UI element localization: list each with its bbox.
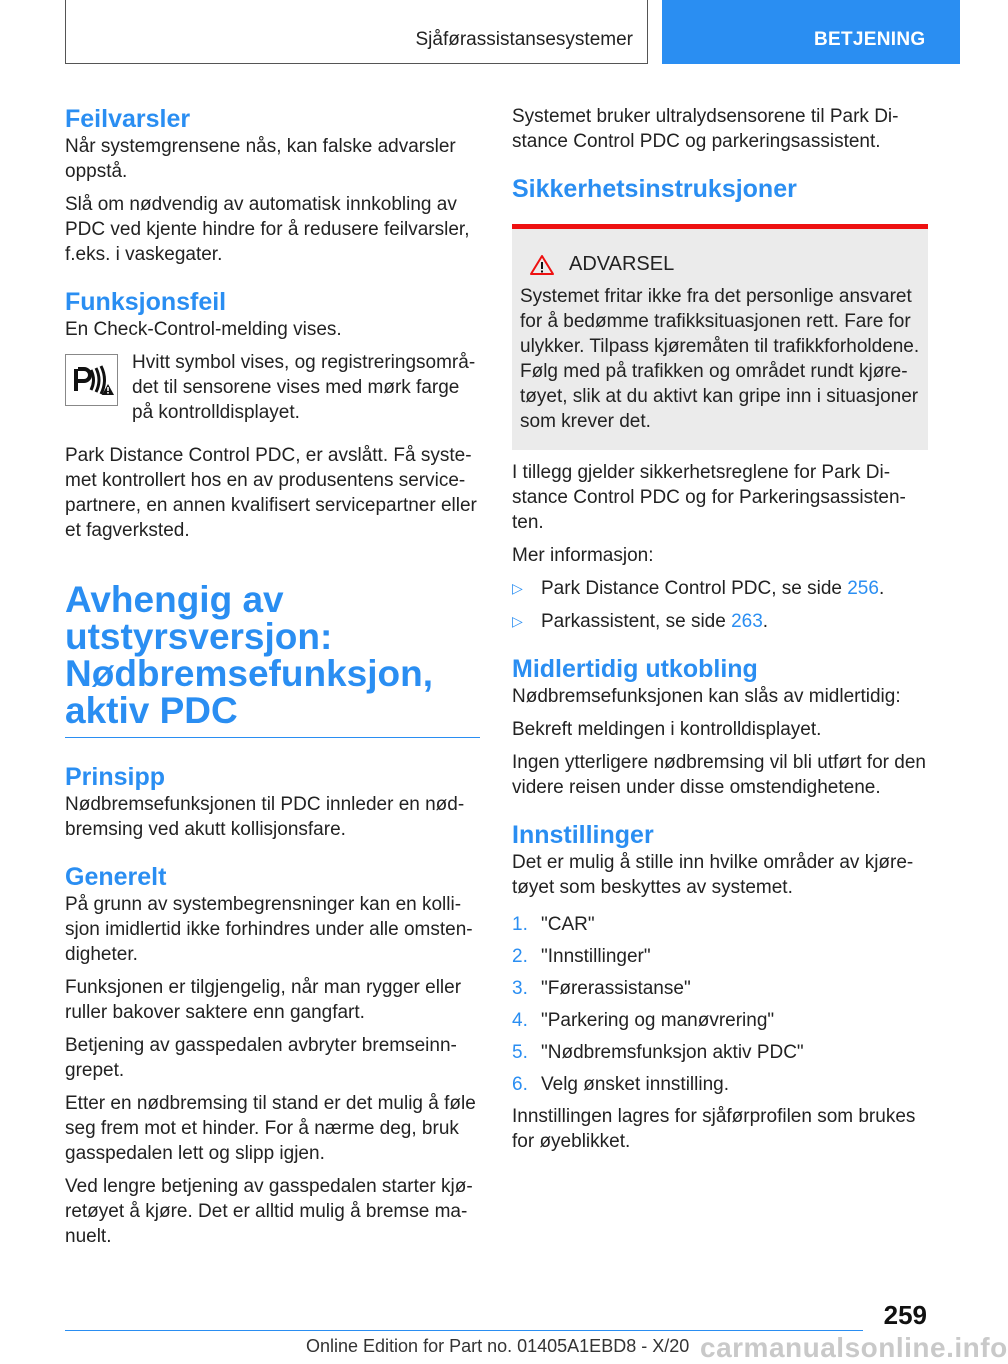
paragraph: Nødbremsefunksjonen til PDC innleder en nød-bremsing ved akutt kollisjonsfare. xyxy=(65,794,465,840)
paragraph: På grunn av systembegrensninger kan en kolli-sjon imidlertid ikke forhindres under alle omsten-digheter. xyxy=(65,894,473,965)
heading-innstillinger: Innstillinger xyxy=(512,821,654,849)
warning-triangle-icon xyxy=(529,254,555,276)
heading-feilvarsler: Feilvarsler xyxy=(65,105,191,133)
page-link[interactable]: 256 xyxy=(847,578,879,599)
list-item: 2. "Innstillinger" xyxy=(512,946,651,967)
header-section-box xyxy=(65,0,648,64)
watermark: carmanualsonline.info xyxy=(700,1332,1008,1363)
paragraph: Når systemgrensene nås, kan falske advarsler oppstå. xyxy=(65,136,456,182)
paragraph: Ved lengre betjening av gasspedalen starter kjø-retøyet å kjøre. Det er alltid mulig å bremse ma-nuelt. xyxy=(65,1176,473,1247)
warning-title xyxy=(520,253,920,276)
page-link[interactable]: 263 xyxy=(731,611,763,632)
pdc-warning-icon xyxy=(65,354,118,406)
footer-rule xyxy=(65,1330,863,1331)
paragraph: Systemet bruker ultralydsensorene til Park Di-stance Control PDC og parkeringsassistent. xyxy=(512,106,899,152)
heading-prinsipp: Prinsipp xyxy=(65,763,166,791)
list-item: 1. "CAR" xyxy=(512,914,595,935)
heading-funksjonsfeil: Funksjonsfeil xyxy=(65,288,227,316)
list-item: 4. "Parkering og manøvrering" xyxy=(512,1010,775,1031)
triangle-bullet-icon: ▷ xyxy=(512,580,523,596)
heading-midlertidig: Midlertidig utkobling xyxy=(512,655,758,683)
paragraph: Funksjonen er tilgjengelig, når man rygger eller ruller bakover saktere enn gangfart. xyxy=(65,977,462,1023)
paragraph: I tillegg gjelder sikkerhetsreglene for Park Di-stance Control PDC og for Parkeringsassisten-ten. xyxy=(512,462,906,533)
paragraph: Innstillingen lagres for sjåførprofilen som brukes for øyeblikket. xyxy=(512,1106,916,1152)
page-number: 259 xyxy=(883,1300,927,1330)
list-item: ▷ Parkassistent, se side 263. xyxy=(512,611,769,632)
left-column xyxy=(65,104,480,1257)
symbol-description: Hvitt symbol vises, og registreringsområ-det til sensorene vises med mørk farge på kontrolldisplayet. xyxy=(132,352,476,423)
warning-text: Systemet fritar ikke fra det personlige ansvaret for å bedømme trafikksituasjonen rett. Fare for ulykker. Tilpass kjøremåten til trafikkforholdene. Følg med på trafikken og området rundt kjøre-tøyet, slik at du aktivt kan gripe inn i situasjoner som krever det. xyxy=(520,286,920,432)
section-title: Sjåførassistansesystemer xyxy=(415,29,633,50)
list-item: 6. Velg ønsket innstilling. xyxy=(512,1074,729,1095)
warning-label: ADVARSEL xyxy=(569,253,675,275)
main-heading-block xyxy=(65,581,480,738)
warning-box xyxy=(512,224,928,450)
paragraph: Nødbremsefunksjonen kan slås av midlertidig: xyxy=(512,686,901,707)
triangle-bullet-icon: ▷ xyxy=(512,613,523,629)
list-item: ▷ Park Distance Control PDC, se side 256. xyxy=(512,578,885,599)
heading-sikkerhet: Sikkerhetsinstruksjoner xyxy=(512,175,797,203)
paragraph: Slå om nødvendig av automatisk innkobling av PDC ved kjente hindre for å redusere feilvarsler, f.eks. i vaskegater. xyxy=(65,194,470,265)
heading-generelt: Generelt xyxy=(65,863,167,891)
footer-edition: Online Edition for Part no. 01405A1EBD8 - X/20 xyxy=(306,1336,690,1356)
symbol-note xyxy=(65,350,480,425)
list-item: 5. "Nødbremsfunksjon aktiv PDC" xyxy=(512,1042,804,1063)
main-heading: Avhengig av utstyrsversjon: Nødbremsefunksjon, aktiv PDC xyxy=(65,579,433,731)
paragraph: Betjening av gasspedalen avbryter bremseinn-grepet. xyxy=(65,1035,457,1081)
list-item: 3. "Førerassistanse" xyxy=(512,978,691,999)
right-column xyxy=(512,104,928,1162)
paragraph: Mer informasjon: xyxy=(512,545,654,566)
paragraph: Det er mulig å stille inn hvilke områder av kjøre-tøyet som beskyttes av systemet. xyxy=(512,852,914,898)
chapter-tab xyxy=(662,0,960,64)
paragraph: Park Distance Control PDC, er avslått. Få syste-met kontrollert hos en av produsentens service-partnere, en annen kvalifisert servicepartner eller et fagverksted. xyxy=(65,445,477,541)
paragraph: Etter en nødbremsing til stand er det mulig å føle seg frem mot et hinder. For å nærme deg, bruk gasspedalen lett og slipp igjen. xyxy=(65,1093,476,1164)
chapter-tab-label: BETJENING xyxy=(814,29,926,50)
paragraph: En Check-Control-melding vises. xyxy=(65,319,342,340)
paragraph: Ingen ytterligere nødbremsing vil bli utført for den videre reisen under disse omstendighetene. xyxy=(512,752,926,798)
paragraph: Bekreft meldingen i kontrolldisplayet. xyxy=(512,719,822,740)
